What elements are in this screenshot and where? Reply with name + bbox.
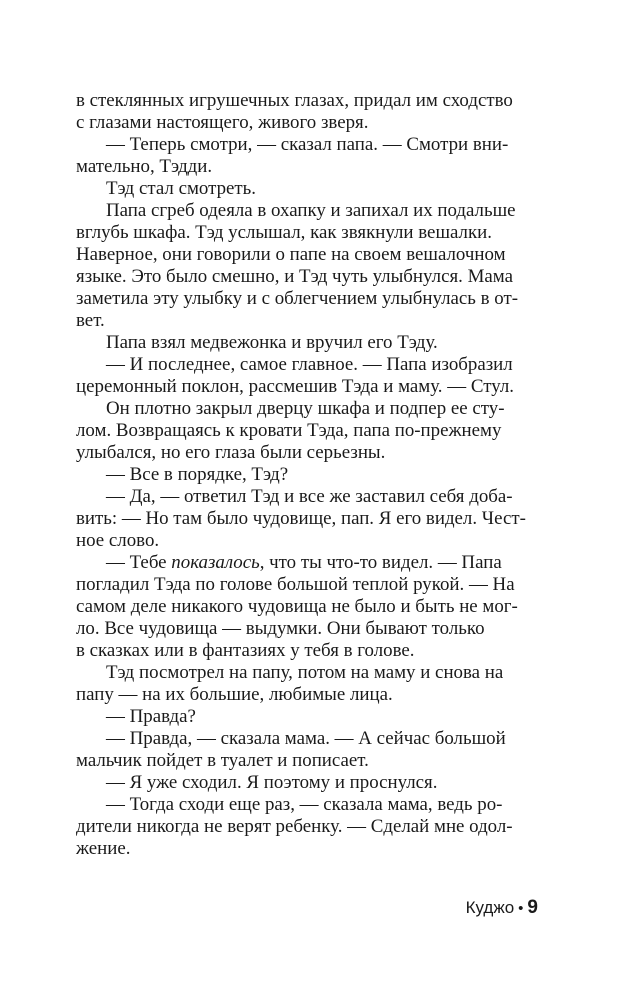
text-line: вглубь шкафа. Тэд услышал, как звякнули вешалки.: [76, 222, 492, 243]
page-number: 9: [527, 897, 538, 918]
text-line: Он плотно закрыл дверцу шкафа и подпер ее сту-: [106, 398, 505, 419]
text-line: — Все в порядке, Тэд?: [106, 464, 289, 485]
text-line: улыбался, но его глаза были серьезны.: [76, 442, 386, 463]
italic-text: показалось: [171, 552, 260, 573]
text-line: [76, 552, 538, 574]
text-line: — Я уже сходил. Я поэтому и проснулся.: [106, 772, 438, 793]
text-line: папу — на их большие, любимые лица.: [76, 684, 393, 705]
text-line: языке. Это было смешно, и Тэд чуть улыбнулся. Мама: [76, 266, 513, 287]
text-line: Тэд стал смотреть.: [106, 178, 257, 199]
text-line: — Тогда сходи еще раз, — сказала мама, ведь ро-: [106, 794, 503, 815]
text-line: самом деле никакого чудовища не было и быть не мог-: [76, 596, 518, 617]
text-line: дители никогда не верят ребенку. — Сделай мне одол-: [76, 816, 513, 837]
text-line: ло. Все чудовища — выдумки. Они бывают только: [76, 618, 485, 639]
text-line: Тэд посмотрел на папу, потом на маму и снова на: [106, 662, 504, 683]
text-line: — И последнее, самое главное. — Папа изобразил: [106, 354, 513, 375]
text-line: вить: — Но там было чудовище, пап. Я его видел. Чест-: [76, 508, 526, 529]
text-line: ное слово.: [76, 530, 160, 551]
text-line: погладил Тэда по голове большой теплой рукой. — На: [76, 574, 515, 595]
page-body-text: [76, 90, 538, 860]
text-line: церемонный поклон, рассмешив Тэда и маму. — Стул.: [76, 376, 514, 397]
text-line: Папа сгреб одеяла в охапку и запихал их подальше: [106, 200, 516, 221]
text-segment: , что ты что-то видел. — Папа: [259, 552, 502, 573]
text-line: вет.: [76, 310, 105, 331]
footer-separator: •: [518, 900, 524, 917]
running-title: Куджо: [465, 898, 515, 917]
text-line: — Да, — ответил Тэд и все же заставил себя доба-: [106, 486, 513, 507]
text-line: в сказках или в фантазиях у тебя в голове.: [76, 640, 415, 661]
text-line: — Теперь смотри, — сказал папа. — Смотри вни-: [106, 134, 509, 155]
text-line: с глазами настоящего, живого зверя.: [76, 112, 369, 133]
text-line: Наверное, они говорили о папе на своем вешалочном: [76, 244, 506, 265]
text-line: заметила эту улыбку и с облегчением улыбнулась в от-: [76, 288, 519, 309]
text-line: Папа взял медвежонка и вручил его Тэду.: [106, 332, 438, 353]
page-footer: [466, 896, 538, 921]
text-line: в стеклянных игрушечных глазах, придал им сходство: [76, 90, 513, 111]
text-segment: — Тебе: [106, 552, 172, 573]
text-line: — Правда?: [106, 706, 196, 727]
text-line: мальчик пойдет в туалет и пописает.: [76, 750, 369, 771]
text-line: — Правда, — сказала мама. — А сейчас большой: [106, 728, 506, 749]
text-line: лом. Возвращаясь к кровати Тэда, папа по-прежнему: [76, 420, 502, 441]
text-line: жение.: [76, 838, 131, 859]
text-line: мательно, Тэдди.: [76, 156, 213, 177]
